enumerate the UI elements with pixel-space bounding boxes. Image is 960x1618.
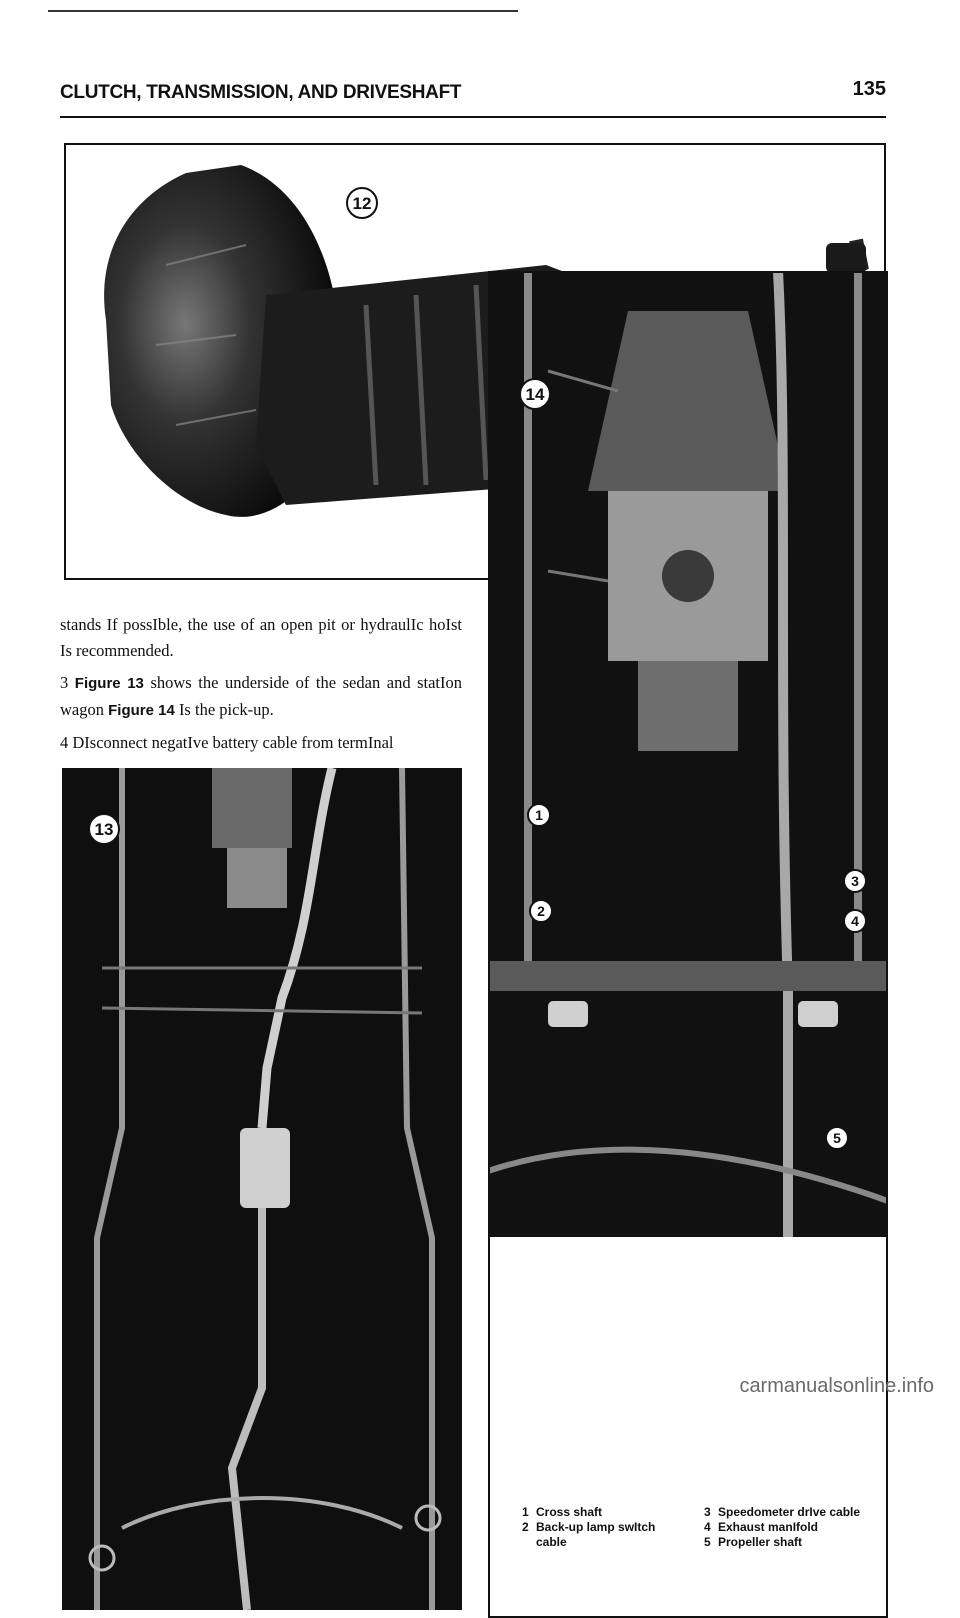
- body-text: [60, 612, 462, 762]
- callout-4: [842, 908, 868, 934]
- underside-illustration: [62, 768, 462, 1610]
- paragraph-step-3: [60, 670, 462, 724]
- step-3-end: Is the pick-up.: [178, 700, 274, 719]
- figure-12-number: [345, 186, 379, 220]
- figure-14-photo-area: [488, 271, 888, 1237]
- callout-4-label: 4: [851, 913, 859, 929]
- figure-12-label: 12: [352, 194, 372, 213]
- paragraph-stands: stands If possIble, the use of an open pit or hydraulIc hoIst Is recommended.: [60, 615, 462, 660]
- paragraph-step-4: 4 DIsconnect negatIve battery cable from termInal: [60, 733, 394, 752]
- watermark-text: carmanualsonline.info: [739, 1375, 934, 1397]
- legend-column-left: [522, 1505, 682, 1550]
- legend-item-3: 3 Speedometer drIve cable: [704, 1505, 861, 1519]
- callout-5: [824, 1125, 850, 1151]
- page-header: [60, 76, 886, 118]
- top-rule: [48, 10, 518, 12]
- figure-13-reference: Figure 13: [74, 675, 144, 692]
- legend-item-1: 1 Cross shaft: [522, 1505, 603, 1519]
- figure-14-number: [518, 377, 552, 411]
- pickup-illustration: [488, 271, 888, 1237]
- figure-14-pickup-photo: [488, 271, 888, 1618]
- chapter-title: CLUTCH, TRANSMISSION, AND DRIVESHAFT: [60, 82, 462, 103]
- figure-13-label: 13: [94, 820, 114, 839]
- callout-1: [526, 802, 552, 828]
- callout-5-label: 5: [833, 1130, 841, 1146]
- step-3-text: shows the underside of the sedan and statIon wagon: [60, 673, 463, 719]
- legend-item-2: 2 Back-up lamp swItch: [522, 1520, 656, 1534]
- figure-13-number: [87, 812, 121, 846]
- page-number: 135: [852, 78, 886, 100]
- callout-3-label: 3: [851, 873, 859, 889]
- figure-13-underside-photo: [62, 768, 462, 1610]
- callout-1-label: 1: [535, 807, 543, 823]
- legend-column-right: [704, 1505, 884, 1550]
- callout-3: [842, 868, 868, 894]
- callout-2-label: 2: [537, 903, 545, 919]
- legend-item-5: 5 Propeller shaft: [704, 1535, 803, 1549]
- callout-2: [528, 898, 554, 924]
- figure-14-reference: Figure 14: [108, 702, 175, 719]
- step-number-3: 3: [60, 673, 69, 692]
- legend-item-4: 4 Exhaust manIfold: [704, 1520, 819, 1534]
- legend-item-2-cont: cable: [536, 1535, 567, 1549]
- figure-14-legend: [488, 1237, 888, 1618]
- figure-14-label: 14: [525, 385, 545, 404]
